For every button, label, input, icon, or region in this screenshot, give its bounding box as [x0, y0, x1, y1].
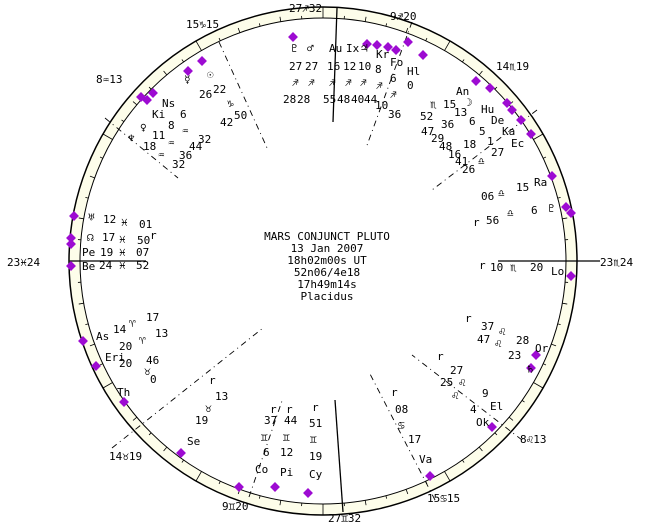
- sign-top-4: ♐︎: [345, 76, 352, 89]
- rg-12: 20: [530, 261, 544, 274]
- min-top-2: 28: [297, 93, 311, 106]
- lg-1: 12: [103, 213, 117, 226]
- rg-2: 06: [481, 190, 495, 203]
- ll-3: 17: [146, 311, 160, 324]
- center-sidereal: 17h49m14s: [297, 278, 357, 291]
- lg-7: 50: [137, 234, 151, 247]
- ur-6: 15: [443, 98, 457, 111]
- bt-d3: 51: [309, 417, 323, 430]
- bt-m3: 19: [309, 450, 323, 463]
- glyph-th: Th: [117, 386, 131, 399]
- glyph-au: Au: [329, 42, 343, 55]
- ll-2: ♈︎: [129, 317, 136, 330]
- rg-10: 10: [490, 261, 504, 274]
- deg-top-6: 8: [375, 63, 382, 76]
- lg-12: 07: [136, 246, 150, 259]
- rg-8: 56: [486, 214, 500, 227]
- glyph-ra: Ra: [534, 176, 548, 189]
- ul-6: 50: [234, 109, 248, 122]
- sign-top-2: ♐︎: [308, 76, 315, 89]
- min-top-3: 55: [323, 93, 337, 106]
- cusp-label-6: 14♉︎19: [109, 450, 143, 463]
- min-top-8: 36: [388, 108, 402, 121]
- ur-22: 18: [463, 138, 477, 151]
- ur-10: 1: [487, 135, 494, 148]
- glyph-jupiter: ♃: [361, 42, 368, 55]
- deg-top-1: 27: [289, 60, 303, 73]
- deg-top-5: 10: [358, 60, 372, 73]
- ul-14: 11: [152, 129, 166, 142]
- glyph-fo: Fo: [390, 56, 404, 69]
- glyph-node: ☊: [87, 231, 94, 244]
- ul-15: 32: [198, 133, 212, 146]
- glyph-uranus: ♅: [88, 211, 95, 224]
- lg-8: r: [150, 229, 157, 242]
- lg-5: 17: [102, 231, 116, 244]
- ll-13: r: [209, 374, 216, 387]
- ll-1: 14: [113, 323, 127, 336]
- glyph-or: Or: [535, 342, 549, 355]
- cusp-label-12: 14♏︎19: [496, 60, 530, 73]
- bt-d1: 37: [264, 414, 278, 427]
- glyph-pluto: ♇: [291, 42, 298, 55]
- bt-s3: ♊︎: [310, 433, 317, 446]
- ul-10: 8: [168, 119, 175, 132]
- lr-12: ♌︎: [459, 376, 466, 389]
- ur-21: 36: [441, 118, 455, 131]
- bt-d2: 44: [284, 414, 298, 427]
- rg-7: r: [473, 216, 480, 229]
- lr-2: 47: [477, 333, 491, 346]
- sign-top-7: ♐︎: [390, 88, 397, 101]
- ll-11: ♉︎: [144, 365, 151, 378]
- bt-r3: r: [312, 401, 319, 414]
- sign-top-5: ♐︎: [360, 76, 367, 89]
- glyph-va: Va: [419, 453, 433, 466]
- lr-14: ♌︎: [452, 389, 459, 402]
- ul-17: ♒︎: [168, 136, 175, 149]
- glyph-as: As: [96, 330, 110, 343]
- rg-3: ♎︎: [498, 187, 505, 200]
- glyph-co: Co: [255, 463, 269, 476]
- ur-12: 47: [421, 125, 435, 138]
- ll-5: ♈︎: [139, 334, 146, 347]
- ul-12: ♒︎: [182, 124, 189, 137]
- min-top-1: 28: [283, 93, 297, 106]
- glyph-ka: Ka: [502, 125, 516, 138]
- lr-10: 27: [450, 364, 464, 377]
- lr-6: 23: [508, 349, 522, 362]
- glyph-cy: Cy: [309, 468, 323, 481]
- sign-top-6: ♐︎: [376, 79, 383, 92]
- lr-4: 28: [516, 334, 530, 347]
- sign-top-3: ♐︎: [329, 76, 336, 89]
- center-location: 52n06/4e18: [293, 266, 361, 279]
- ll-8: 20: [119, 357, 133, 370]
- glyph-mercury: ☿: [184, 73, 191, 86]
- ll-16: ♉︎: [205, 402, 212, 415]
- lr-1: 37: [481, 320, 495, 333]
- glyph-ok: Ok: [476, 416, 490, 429]
- lg-6: ♓︎: [119, 233, 126, 246]
- cusp-label-3-right: 15♋︎15: [427, 492, 461, 505]
- lr-0: r: [465, 312, 472, 325]
- cusp-label-ic: 27♊︎32: [328, 512, 362, 525]
- bt-r1: r: [270, 403, 277, 416]
- ll-15: 19: [195, 414, 209, 427]
- glyph-venus: ♀: [140, 121, 147, 134]
- glyph-be: Be: [82, 260, 96, 273]
- lg-15: ♓︎: [119, 259, 126, 272]
- rg-5: 6: [531, 204, 538, 217]
- ul-21: 32: [172, 158, 186, 171]
- ul-1: 26: [199, 88, 213, 101]
- ll-4: 20: [119, 340, 133, 353]
- glyph-hu: Hu: [481, 103, 495, 116]
- ul-16: 18: [143, 140, 157, 153]
- cusp-label-mc: 27♐︎32: [289, 2, 323, 15]
- glyph-lo: Lo: [551, 265, 565, 278]
- bt-s1: ♊︎: [261, 431, 268, 444]
- glyph-ki: Ki: [152, 108, 166, 121]
- lr-3: ♌︎: [499, 325, 506, 338]
- glyph-pluto-right: ♇: [548, 202, 555, 215]
- bt-m2: 12: [280, 446, 294, 459]
- lr-13: 9: [482, 387, 489, 400]
- lr-11: 25: [440, 376, 454, 389]
- cusp-label-11: 9♐︎20: [390, 10, 417, 23]
- glyph-ns: Ns: [162, 97, 176, 110]
- ur-17: 26: [462, 163, 476, 176]
- ur-14: 48: [439, 140, 453, 153]
- min-top-6: 44: [364, 93, 378, 106]
- glyph-ec: Ec: [511, 137, 525, 150]
- ul-5: 42: [220, 116, 234, 129]
- ur-8: 6: [469, 115, 476, 128]
- deg-top-3: 16: [327, 60, 341, 73]
- lr-19: 08: [395, 403, 409, 416]
- cusp-label-8: 8♒︎13: [96, 73, 123, 86]
- lr-15: 4: [470, 403, 477, 416]
- lr-20: ♋︎: [398, 419, 405, 432]
- rg-1: 15: [516, 181, 530, 194]
- min-top-4: 48: [337, 93, 351, 106]
- glyph-pe: Pe: [82, 246, 96, 259]
- lg-14: 24: [99, 259, 113, 272]
- ll-14: 13: [215, 390, 229, 403]
- deg-top-7: 6: [390, 72, 397, 85]
- glyph-saturn: ♄: [527, 363, 534, 376]
- ur-19: ♎︎: [478, 155, 485, 168]
- ll-10: 0: [150, 373, 157, 386]
- lg-3: 01: [139, 218, 153, 231]
- bt-m1: 6: [263, 446, 270, 459]
- lg-16: 52: [136, 259, 150, 272]
- center-title: MARS CONJUNCT PLUTO: [264, 230, 390, 243]
- ur-16: 41: [455, 155, 469, 168]
- ll-9: 46: [146, 354, 160, 367]
- cusp-label-9: 15♑︎15: [186, 18, 220, 31]
- rg-6: ♎︎: [507, 207, 514, 220]
- sign-top-1: ♐︎: [292, 76, 299, 89]
- glyph-ix: Ix: [346, 42, 360, 55]
- ul-9: 6: [180, 108, 187, 121]
- lr-18: r: [391, 386, 398, 399]
- center-house-system: Placidus: [300, 290, 354, 303]
- min-top-7: 10: [375, 99, 389, 112]
- glyph-sun: ☉: [207, 68, 214, 81]
- bt-s2: ♊︎: [283, 431, 290, 444]
- cusp-label-dsc: 23♏︎24: [600, 256, 634, 269]
- ur-20: 52: [420, 110, 434, 123]
- glyph-moon: ☽: [466, 96, 473, 109]
- lr-5: ♌︎: [495, 337, 502, 350]
- ul-20: 36: [179, 149, 193, 162]
- glyph-eri: Eri: [105, 351, 125, 364]
- lr-21: 17: [408, 433, 422, 446]
- glyph-de: De: [491, 114, 505, 127]
- glyph-hl: Hl: [407, 65, 421, 78]
- glyph-el: El: [490, 400, 504, 413]
- min-top-5: 40: [351, 93, 365, 106]
- cusp-label-2-right: 8♌︎13: [520, 433, 547, 446]
- glyph-neptune: ♆: [128, 132, 135, 145]
- ur-7: 13: [454, 106, 468, 119]
- lr-9: r: [437, 350, 444, 363]
- rg-9: r: [479, 259, 486, 272]
- deg-top-4: 12: [343, 60, 357, 73]
- cusp-label-asc: 23♓︎24: [7, 256, 41, 269]
- ur-9: 5: [479, 125, 486, 138]
- glyph-kr: Kr: [376, 48, 390, 61]
- glyph-se: Se: [187, 435, 201, 448]
- rg-11: ♏︎: [510, 261, 517, 274]
- ur-11: 27: [491, 146, 505, 159]
- glyph-pi: Pi: [280, 466, 294, 479]
- ul-18: 44: [189, 140, 203, 153]
- ul-2: 22: [213, 83, 227, 96]
- ur-13: 29: [431, 132, 445, 145]
- cusp-label-5: 9♊︎20: [222, 500, 249, 513]
- deg-top-2: 27: [305, 60, 319, 73]
- bt-r2: r: [286, 403, 293, 416]
- ur-18: ♏︎: [430, 98, 437, 111]
- ul-19: ♒︎: [158, 148, 165, 161]
- lg-11: ♓︎: [119, 246, 126, 259]
- glyph-mars: ♂: [307, 42, 314, 55]
- deg-top-8: 0: [407, 79, 414, 92]
- center-time: 18h02m00s UT: [287, 254, 367, 267]
- lg-2: ♓︎: [121, 216, 128, 229]
- ll-6: 13: [155, 327, 169, 340]
- lg-10: 19: [100, 246, 114, 259]
- center-date: 13 Jan 2007: [290, 242, 364, 255]
- glyph-an: An: [456, 85, 470, 98]
- ul-4: ♑︎: [227, 97, 234, 110]
- ur-15: 16: [448, 148, 462, 161]
